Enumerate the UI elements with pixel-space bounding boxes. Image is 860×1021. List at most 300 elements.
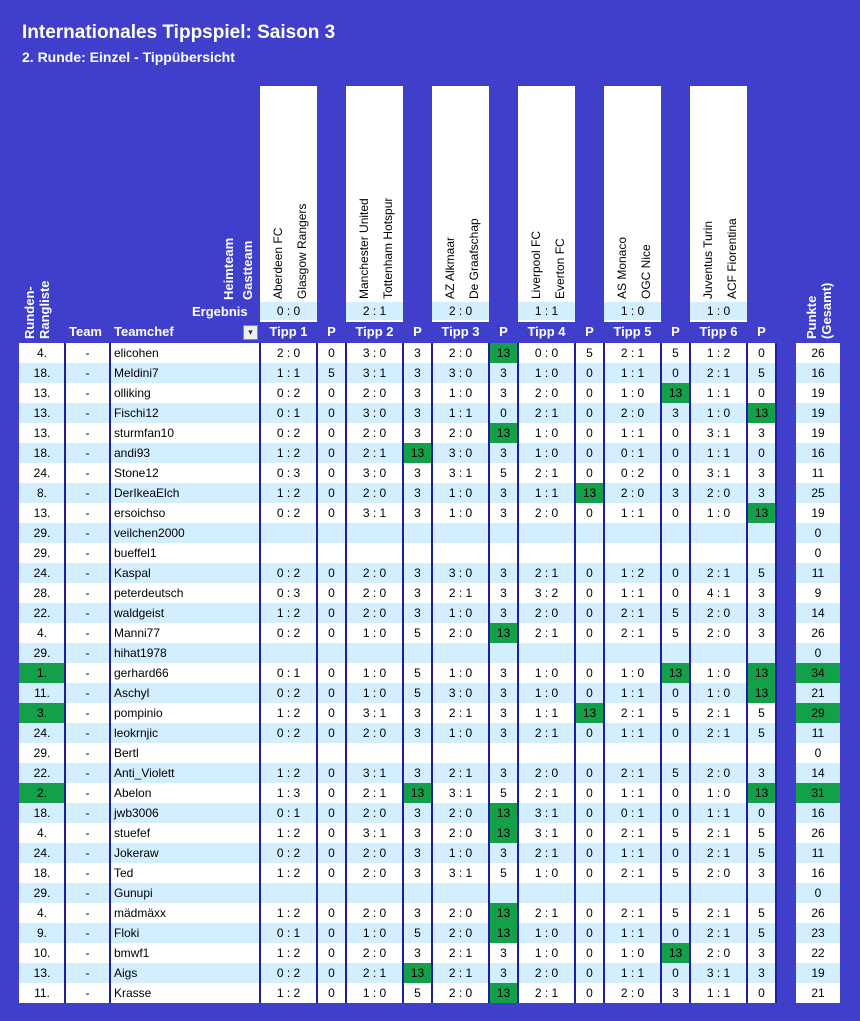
total-points-cell: 0 <box>814 546 822 560</box>
tipp-cell: 1 : 0 <box>448 726 473 740</box>
points-cell: 0 <box>586 866 593 880</box>
points-cell: 0 <box>586 846 593 860</box>
tipp-cell: 1 : 0 <box>362 626 387 640</box>
tipp-cell: 2 : 0 <box>448 926 473 940</box>
points-cell: 0 <box>672 726 679 740</box>
tipp-cell: 3 : 1 <box>534 826 559 840</box>
teamchef-cell: Jokeraw <box>114 846 159 860</box>
points-cell <box>317 743 346 763</box>
tipp-cell: 2 : 0 <box>448 426 473 440</box>
tipp-cell: 1 : 0 <box>706 786 731 800</box>
tipp-cell: 1 : 0 <box>706 666 731 680</box>
tipp-cell: 0 : 3 <box>276 586 301 600</box>
points-cell <box>661 743 690 763</box>
grid-line <box>775 343 777 1003</box>
teamchef-cell: Aschyl <box>114 686 150 700</box>
rank-cell: 24. <box>33 466 51 480</box>
teamchef-column-header: Teamchef <box>114 324 174 339</box>
tipp-cell: 2 : 1 <box>362 786 387 800</box>
points-cell: 3 <box>414 366 421 380</box>
tipp-cell: 2 : 0 <box>534 386 559 400</box>
tipp-cell: 3 : 1 <box>362 826 387 840</box>
tipp-cell: 1 : 0 <box>448 386 473 400</box>
teamchef-cell: Bertl <box>114 746 139 760</box>
points-cell <box>317 643 346 663</box>
tipp-cell: 2 : 0 <box>362 846 387 860</box>
rank-cell: 29. <box>33 886 51 900</box>
points-cell: 13 <box>403 963 432 983</box>
points-cell: 3 <box>500 566 507 580</box>
points-cell: 3 <box>414 946 421 960</box>
rank-cell: 29. <box>33 746 51 760</box>
rank-cell: 18. <box>33 806 51 820</box>
points-cell: 0 <box>586 606 593 620</box>
tipp-cell: 2 : 1 <box>706 906 731 920</box>
tipp-cell: 1 : 1 <box>534 706 559 720</box>
rank-cell: 13. <box>33 386 51 400</box>
points-cell <box>575 643 604 663</box>
points-cell <box>661 883 690 903</box>
teamchef-cell: olliking <box>114 386 151 400</box>
tipp-cell: 3 : 1 <box>362 706 387 720</box>
tipp-cell: 0 : 1 <box>620 446 645 460</box>
points-cell: 0 <box>328 426 335 440</box>
total-points-cell: 9 <box>814 586 822 600</box>
tipp-cell: 2 : 0 <box>620 986 645 1000</box>
teamchef-cell: bmwf1 <box>114 946 150 960</box>
tipp-cell: 2 : 1 <box>620 346 645 360</box>
points-cell: 13 <box>575 703 604 723</box>
points-cell: 0 <box>586 426 593 440</box>
tipp-cell: 1 : 0 <box>706 406 731 420</box>
points-cell: 13 <box>403 443 432 463</box>
tipp-cell: 2 : 0 <box>706 626 731 640</box>
points-cell: 0 <box>586 946 593 960</box>
points-cell: 0 <box>758 346 765 360</box>
tipp-cell: 3 : 1 <box>448 866 473 880</box>
points-cell: 3 <box>758 766 765 780</box>
points-column-header: P <box>327 324 336 339</box>
points-cell: 5 <box>500 466 507 480</box>
tipp-cell <box>690 743 747 763</box>
tipp-cell: 2 : 1 <box>534 626 559 640</box>
match-home-team: Juventus Turin <box>701 220 715 299</box>
tipp-cell: 2 : 0 <box>620 486 645 500</box>
points-cell: 3 <box>414 506 421 520</box>
tipp-cell: 3 : 1 <box>362 506 387 520</box>
team-cell: - <box>85 466 90 480</box>
points-cell: 5 <box>758 846 765 860</box>
points-cell <box>747 743 776 763</box>
points-cell: 0 <box>328 626 335 640</box>
grid-line <box>109 343 111 1003</box>
tipp-cell: 3 : 2 <box>534 586 559 600</box>
tipp-cell <box>432 883 489 903</box>
tipp-cell: 2 : 1 <box>448 766 473 780</box>
team-cell: - <box>85 886 90 900</box>
points-cell: 5 <box>414 626 421 640</box>
grid-line <box>746 343 748 1003</box>
rank-cell: 18. <box>33 366 51 380</box>
points-cell: 5 <box>672 766 679 780</box>
points-cell: 0 <box>328 766 335 780</box>
points-cell: 5 <box>500 786 507 800</box>
rank-cell: 10. <box>33 946 51 960</box>
points-cell <box>317 523 346 543</box>
team-cell: - <box>85 446 90 460</box>
points-cell: 3 <box>500 386 507 400</box>
tipp-cell <box>346 543 403 563</box>
tipp-cell: 1 : 0 <box>534 946 559 960</box>
tipp-cell <box>604 643 661 663</box>
total-points-cell: 14 <box>811 606 825 620</box>
total-points-cell: 11 <box>811 566 825 580</box>
points-cell <box>575 883 604 903</box>
tipp-cell: 2 : 0 <box>534 506 559 520</box>
teamchef-cell: Floki <box>114 926 140 940</box>
page-subtitle: 2. Runde: Einzel - Tippübersicht <box>22 49 235 65</box>
points-cell: 3 <box>414 826 421 840</box>
points-cell: 13 <box>661 383 690 403</box>
match-away-team: Everton FC <box>553 238 567 299</box>
points-cell: 3 <box>758 966 765 980</box>
team-cell: - <box>85 746 90 760</box>
points-cell: 0 <box>586 986 593 1000</box>
teamchef-cell: Anti_Violett <box>114 766 175 780</box>
points-cell <box>489 643 518 663</box>
rank-cell: 1. <box>19 663 65 683</box>
total-points-cell: 34 <box>796 663 840 683</box>
teamchef-cell: jwb3006 <box>114 806 159 820</box>
points-cell <box>489 883 518 903</box>
tipp-cell: 2 : 0 <box>362 386 387 400</box>
points-cell: 0 <box>672 846 679 860</box>
points-cell: 13 <box>747 403 776 423</box>
tipp-cell: 2 : 0 <box>448 826 473 840</box>
points-cell: 3 <box>500 446 507 460</box>
teamchef-cell: Stone12 <box>114 466 159 480</box>
tipp-cell: 2 : 0 <box>362 866 387 880</box>
total-points-cell: 21 <box>811 986 825 1000</box>
points-cell: 0 <box>672 686 679 700</box>
rank-cell: 9. <box>36 926 47 940</box>
grid-line <box>689 343 691 1003</box>
points-cell: 3 <box>758 626 765 640</box>
points-cell: 0 <box>586 626 593 640</box>
points-cell: 0 <box>672 966 679 980</box>
tipp-cell: 1 : 1 <box>706 986 731 1000</box>
tipp-cell: 1 : 2 <box>276 486 301 500</box>
points-cell: 0 <box>328 946 335 960</box>
points-cell: 5 <box>328 366 335 380</box>
total-points-cell: 11 <box>811 466 825 480</box>
rank-cell: 22. <box>33 606 51 620</box>
total-points-cell: 0 <box>814 746 822 760</box>
points-cell: 3 <box>414 566 421 580</box>
points-cell: 3 <box>500 946 507 960</box>
points-cell: 3 <box>500 486 507 500</box>
rank-cell: 2. <box>19 783 65 803</box>
rank-cell: 4. <box>36 346 47 360</box>
tipp-cell: 2 : 1 <box>448 946 473 960</box>
tipp-cell: 1 : 3 <box>276 786 301 800</box>
tipp-cell: 1 : 1 <box>620 966 645 980</box>
rank-cell: 22. <box>33 766 51 780</box>
points-cell: 3 <box>500 706 507 720</box>
tipp-cell: 2 : 1 <box>534 786 559 800</box>
tipp-cell: 1 : 0 <box>534 366 559 380</box>
points-cell: 0 <box>586 406 593 420</box>
rank-cell: 24. <box>33 566 51 580</box>
total-points-cell: 0 <box>814 646 822 660</box>
tipp-cell: 2 : 1 <box>448 966 473 980</box>
points-cell: 0 <box>328 666 335 680</box>
points-cell: 3 <box>414 906 421 920</box>
tipp-cell: 2 : 1 <box>706 926 731 940</box>
total-points-cell: 22 <box>811 946 825 960</box>
tipp-column-header: Tipp 3 <box>441 324 480 339</box>
tipp-cell: 2 : 0 <box>448 626 473 640</box>
tipp-column-header: Tipp 4 <box>527 324 566 339</box>
points-cell: 0 <box>672 586 679 600</box>
points-cell: 3 <box>500 846 507 860</box>
tipp-cell: 2 : 0 <box>620 406 645 420</box>
points-cell: 3 <box>414 766 421 780</box>
points-column-header: P <box>499 324 508 339</box>
tipp-cell: 3 : 1 <box>706 466 731 480</box>
tipp-cell: 0 : 2 <box>276 566 301 580</box>
tipp-cell <box>690 883 747 903</box>
points-cell: 3 <box>414 466 421 480</box>
points-cell: 0 <box>758 806 765 820</box>
tipp-cell: 2 : 0 <box>534 966 559 980</box>
tipp-cell <box>260 543 317 563</box>
tipp-cell: 1 : 1 <box>620 926 645 940</box>
teamchef-cell: elicohen <box>114 346 159 360</box>
points-cell: 3 <box>414 346 421 360</box>
tipp-cell: 1 : 2 <box>276 446 301 460</box>
tipp-cell <box>432 643 489 663</box>
tipp-cell: 3 : 1 <box>534 806 559 820</box>
filter-dropdown-button[interactable]: ▾ <box>243 325 258 340</box>
team-cell: - <box>85 666 90 680</box>
tipp-cell: 2 : 1 <box>706 566 731 580</box>
team-cell: - <box>85 786 90 800</box>
total-points-cell: 26 <box>811 626 825 640</box>
tipp-cell: 2 : 1 <box>534 726 559 740</box>
tipp-cell: 0 : 0 <box>534 346 559 360</box>
tipp-cell: 2 : 0 <box>362 806 387 820</box>
points-cell: 0 <box>328 826 335 840</box>
tipp-cell: 1 : 0 <box>448 846 473 860</box>
total-points-cell: 25 <box>811 486 825 500</box>
tipp-cell <box>518 543 575 563</box>
points-cell: 0 <box>586 686 593 700</box>
rank-cell: 13. <box>33 506 51 520</box>
points-cell <box>575 523 604 543</box>
tipp-cell: 0 : 2 <box>276 846 301 860</box>
tipp-cell: 2 : 0 <box>362 906 387 920</box>
total-points-cell: 16 <box>811 866 825 880</box>
tipp-cell: 1 : 0 <box>534 686 559 700</box>
tipp-cell: 2 : 1 <box>706 726 731 740</box>
team-cell: - <box>85 926 90 940</box>
tipp-cell: 1 : 0 <box>620 946 645 960</box>
match-home-team: Liverpool FC <box>529 230 543 299</box>
team-cell: - <box>85 706 90 720</box>
tipp-cell <box>432 543 489 563</box>
points-cell: 0 <box>586 446 593 460</box>
points-cell: 13 <box>489 903 518 923</box>
tipp-cell <box>604 883 661 903</box>
points-cell: 5 <box>758 926 765 940</box>
tipp-cell: 1 : 0 <box>534 666 559 680</box>
grid-line <box>431 343 433 1003</box>
tipp-cell: 2 : 1 <box>362 966 387 980</box>
tipp-cell: 1 : 0 <box>362 986 387 1000</box>
rank-cell: 24. <box>33 846 51 860</box>
points-cell: 0 <box>586 906 593 920</box>
points-column-header: P <box>585 324 594 339</box>
tipp-cell: 2 : 1 <box>534 906 559 920</box>
points-cell: 3 <box>672 986 679 1000</box>
points-cell: 0 <box>586 666 593 680</box>
team-cell: - <box>85 966 90 980</box>
tipp-cell: 0 : 1 <box>620 806 645 820</box>
tipp-cell <box>346 883 403 903</box>
teamchef-cell: leokrnjic <box>114 726 159 740</box>
points-cell: 13 <box>747 663 776 683</box>
points-cell <box>747 883 776 903</box>
teamchef-cell: peterdeutsch <box>114 586 184 600</box>
points-cell: 13 <box>403 783 432 803</box>
points-cell: 0 <box>500 406 507 420</box>
tipp-cell: 1 : 0 <box>448 606 473 620</box>
total-points-cell: 16 <box>811 446 825 460</box>
points-cell: 13 <box>661 663 690 683</box>
match-away-team: Tottenham Hotspur <box>381 197 395 299</box>
grid-line <box>488 343 490 1003</box>
tipp-cell: 1 : 1 <box>706 386 731 400</box>
team-cell: - <box>85 346 90 360</box>
points-cell: 0 <box>328 966 335 980</box>
tipp-cell: 1 : 0 <box>534 426 559 440</box>
tipp-cell: 2 : 1 <box>448 586 473 600</box>
tipp-cell <box>432 743 489 763</box>
tipp-cell: 2 : 1 <box>706 826 731 840</box>
tipp-cell: 3 : 0 <box>448 366 473 380</box>
teamchef-cell: DerIkeaElch <box>114 486 180 500</box>
total-points-cell: 19 <box>811 966 825 980</box>
points-cell: 0 <box>758 386 765 400</box>
teamchef-cell: sturmfan10 <box>114 426 175 440</box>
points-cell: 13 <box>489 423 518 443</box>
team-cell: - <box>85 586 90 600</box>
points-cell: 13 <box>489 923 518 943</box>
tipp-cell: 0 : 2 <box>620 466 645 480</box>
tipp-cell: 2 : 0 <box>362 946 387 960</box>
points-cell: 0 <box>328 466 335 480</box>
teamchef-cell: Manni77 <box>114 626 161 640</box>
rank-cell: 13. <box>33 966 51 980</box>
tipp-cell: 3 : 0 <box>448 686 473 700</box>
tipp-cell: 1 : 1 <box>620 506 645 520</box>
points-cell: 3 <box>414 866 421 880</box>
tipp-cell: 0 : 2 <box>276 506 301 520</box>
page-title: Internationales Tippspiel: Saison 3 <box>22 22 336 43</box>
points-cell: 3 <box>500 766 507 780</box>
grid-line <box>402 343 404 1003</box>
points-cell: 3 <box>500 686 507 700</box>
grid-line <box>259 343 261 1003</box>
points-cell: 0 <box>586 506 593 520</box>
tipp-cell: 3 : 1 <box>448 466 473 480</box>
points-cell: 0 <box>586 806 593 820</box>
tipp-cell <box>518 643 575 663</box>
grid-line <box>345 343 347 1003</box>
points-cell: 3 <box>500 366 507 380</box>
tipp-column-header: Tipp 5 <box>613 324 652 339</box>
team-cell: - <box>85 986 90 1000</box>
match-away-team: ACF Fiorentina <box>725 218 739 299</box>
rank-cell: 18. <box>33 866 51 880</box>
points-cell: 0 <box>672 466 679 480</box>
tipp-column-header: Tipp 2 <box>355 324 394 339</box>
points-cell: 3 <box>414 806 421 820</box>
tipp-cell: 1 : 0 <box>534 926 559 940</box>
total-points-cell: 19 <box>811 426 825 440</box>
tipp-cell: 2 : 0 <box>706 946 731 960</box>
tipp-cell: 2 : 1 <box>534 846 559 860</box>
team-cell: - <box>85 386 90 400</box>
tipp-cell: 1 : 2 <box>706 346 731 360</box>
points-cell: 3 <box>758 426 765 440</box>
points-column-header: P <box>413 324 422 339</box>
tipp-cell <box>346 743 403 763</box>
tipp-cell: 3 : 1 <box>362 766 387 780</box>
points-cell: 3 <box>672 406 679 420</box>
tipp-cell: 1 : 1 <box>534 486 559 500</box>
team-cell: - <box>85 406 90 420</box>
points-cell: 5 <box>758 826 765 840</box>
tipp-cell: 2 : 0 <box>448 806 473 820</box>
rank-cell: 18. <box>33 446 51 460</box>
rank-cell: 24. <box>33 726 51 740</box>
tipp-cell: 2 : 1 <box>620 606 645 620</box>
teamchef-cell: hihat1978 <box>114 646 167 660</box>
points-cell: 0 <box>328 726 335 740</box>
points-cell: 3 <box>500 606 507 620</box>
team-cell: - <box>85 506 90 520</box>
total-points-cell: 26 <box>811 906 825 920</box>
tipp-cell: 2 : 1 <box>620 706 645 720</box>
points-cell: 0 <box>328 386 335 400</box>
points-cell: 3 <box>758 586 765 600</box>
tipp-cell: 0 : 2 <box>276 426 301 440</box>
team-cell: - <box>85 826 90 840</box>
grid-line <box>64 343 66 1003</box>
tipp-cell: 1 : 1 <box>620 786 645 800</box>
tipp-cell: 1 : 2 <box>276 826 301 840</box>
grid-line <box>316 343 318 1003</box>
teamchef-cell: Abelon <box>114 786 152 800</box>
tipp-cell: 2 : 1 <box>706 706 731 720</box>
points-cell: 5 <box>672 706 679 720</box>
points-cell: 0 <box>672 566 679 580</box>
total-points-cell: 14 <box>811 766 825 780</box>
tipp-cell: 3 : 1 <box>706 426 731 440</box>
tipp-cell: 2 : 0 <box>276 346 301 360</box>
